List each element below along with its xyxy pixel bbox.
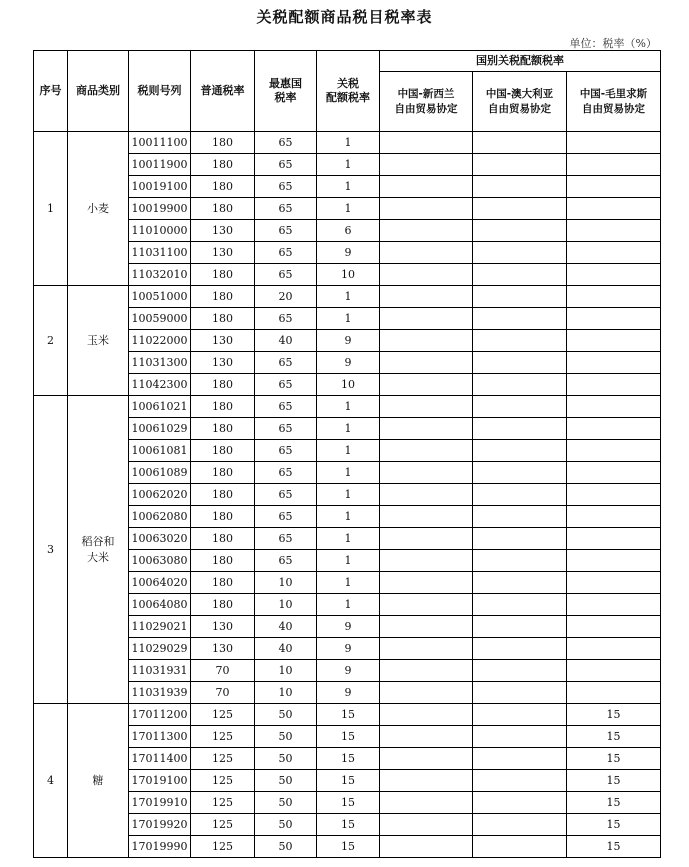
quota-rate-cell: 9: [317, 660, 380, 682]
quota-rate-cell: 1: [317, 572, 380, 594]
au-rate-cell: [473, 330, 567, 352]
table-row: [34, 770, 661, 792]
code-cell: 10011900: [129, 154, 191, 176]
general-rate-cell: 180: [191, 132, 255, 154]
mfn-rate-cell: 65: [255, 528, 317, 550]
general-rate-cell: 125: [191, 836, 255, 858]
page-title: 关税配额商品税目税率表: [256, 8, 433, 26]
mu-rate-cell: [567, 638, 661, 660]
header-row-1: [34, 51, 661, 72]
au-rate-cell: [473, 154, 567, 176]
table-row: [34, 330, 661, 352]
table-row: [34, 638, 661, 660]
nz-rate-cell: [380, 242, 473, 264]
mfn-rate-cell: 10: [255, 572, 317, 594]
code-cell: 10061081: [129, 440, 191, 462]
seq-cell: 4: [34, 704, 68, 858]
mu-rate-cell: [567, 352, 661, 374]
header-china-mauritius: [567, 72, 661, 132]
header-au-line2: 自由贸易协定: [488, 102, 551, 115]
mfn-rate-cell: 65: [255, 242, 317, 264]
code-cell: 17019100: [129, 770, 191, 792]
mu-rate-cell: [567, 660, 661, 682]
quota-rate-cell: 1: [317, 396, 380, 418]
general-rate-cell: 180: [191, 550, 255, 572]
au-rate-cell: [473, 374, 567, 396]
mu-rate-cell: [567, 396, 661, 418]
general-rate-cell: 180: [191, 374, 255, 396]
mfn-rate-cell: 65: [255, 484, 317, 506]
nz-rate-cell: [380, 198, 473, 220]
nz-rate-cell: [380, 330, 473, 352]
code-cell: 11031300: [129, 352, 191, 374]
general-rate-cell: 130: [191, 220, 255, 242]
au-rate-cell: [473, 616, 567, 638]
mfn-rate-cell: 65: [255, 418, 317, 440]
au-rate-cell: [473, 198, 567, 220]
quota-rate-cell: 15: [317, 704, 380, 726]
nz-rate-cell: [380, 374, 473, 396]
mfn-rate-cell: 65: [255, 176, 317, 198]
nz-rate-cell: [380, 704, 473, 726]
general-rate-cell: 70: [191, 660, 255, 682]
quota-rate-cell: 1: [317, 484, 380, 506]
general-rate-cell: 125: [191, 704, 255, 726]
table-body: [34, 51, 661, 858]
nz-rate-cell: [380, 748, 473, 770]
mu-rate-cell: [567, 242, 661, 264]
quota-rate-cell: 9: [317, 616, 380, 638]
table-row: [34, 440, 661, 462]
mfn-rate-cell: 50: [255, 770, 317, 792]
au-rate-cell: [473, 396, 567, 418]
code-cell: 11022000: [129, 330, 191, 352]
au-rate-cell: [473, 352, 567, 374]
code-cell: 17019910: [129, 792, 191, 814]
mfn-rate-cell: 65: [255, 550, 317, 572]
mfn-rate-cell: 40: [255, 616, 317, 638]
mu-rate-cell: [567, 154, 661, 176]
table-row: [34, 748, 661, 770]
header-mfn-line2: 税率: [274, 91, 297, 104]
nz-rate-cell: [380, 308, 473, 330]
header-mfn-line1: 最惠国: [269, 77, 302, 90]
nz-rate-cell: [380, 506, 473, 528]
au-rate-cell: [473, 638, 567, 660]
quota-rate-cell: 15: [317, 792, 380, 814]
code-cell: 17011300: [129, 726, 191, 748]
au-rate-cell: [473, 242, 567, 264]
mfn-rate-cell: 65: [255, 374, 317, 396]
quota-rate-cell: 1: [317, 550, 380, 572]
general-rate-cell: 180: [191, 308, 255, 330]
code-cell: 10061029: [129, 418, 191, 440]
header-mu-line2: 自由贸易协定: [582, 102, 645, 115]
quota-rate-cell: 9: [317, 638, 380, 660]
au-rate-cell: [473, 726, 567, 748]
au-rate-cell: [473, 814, 567, 836]
general-rate-cell: 180: [191, 572, 255, 594]
category-cell: 小麦: [68, 132, 129, 286]
table-row: [34, 308, 661, 330]
mu-rate-cell: [567, 682, 661, 704]
au-rate-cell: [473, 528, 567, 550]
mfn-rate-cell: 40: [255, 330, 317, 352]
quota-rate-cell: 10: [317, 264, 380, 286]
mfn-rate-cell: 10: [255, 682, 317, 704]
au-rate-cell: [473, 418, 567, 440]
header-quota-line2: 配额税率: [326, 91, 370, 104]
nz-rate-cell: [380, 396, 473, 418]
au-rate-cell: [473, 792, 567, 814]
code-cell: 11031100: [129, 242, 191, 264]
mfn-rate-cell: 50: [255, 704, 317, 726]
general-rate-cell: 130: [191, 638, 255, 660]
code-cell: 10011100: [129, 132, 191, 154]
quota-rate-cell: 1: [317, 594, 380, 616]
quota-rate-cell: 1: [317, 528, 380, 550]
table-row: [34, 814, 661, 836]
au-rate-cell: [473, 484, 567, 506]
table-row: [34, 528, 661, 550]
au-rate-cell: [473, 176, 567, 198]
au-rate-cell: [473, 506, 567, 528]
table-row: [34, 616, 661, 638]
mu-rate-cell: [567, 484, 661, 506]
nz-rate-cell: [380, 154, 473, 176]
mu-rate-cell: [567, 462, 661, 484]
mfn-rate-cell: 65: [255, 308, 317, 330]
au-rate-cell: [473, 264, 567, 286]
mu-rate-cell: 15: [567, 704, 661, 726]
nz-rate-cell: [380, 682, 473, 704]
quota-rate-cell: 15: [317, 836, 380, 858]
header-quota-rate: [317, 51, 380, 132]
code-cell: 11031931: [129, 660, 191, 682]
nz-rate-cell: [380, 660, 473, 682]
mu-rate-cell: [567, 616, 661, 638]
general-rate-cell: 125: [191, 748, 255, 770]
general-rate-cell: 180: [191, 484, 255, 506]
table-row: [34, 220, 661, 242]
table-row: [34, 352, 661, 374]
header-mfn-rate: [255, 51, 317, 132]
quota-rate-cell: 9: [317, 682, 380, 704]
general-rate-cell: 130: [191, 616, 255, 638]
table-row: [34, 660, 661, 682]
mu-rate-cell: [567, 440, 661, 462]
code-cell: 11029021: [129, 616, 191, 638]
table-row: [34, 286, 661, 308]
header-country-group: 国别关税配额税率: [380, 51, 661, 72]
nz-rate-cell: [380, 528, 473, 550]
general-rate-cell: 180: [191, 594, 255, 616]
mfn-rate-cell: 40: [255, 638, 317, 660]
category-cell: 糖: [68, 704, 129, 858]
au-rate-cell: [473, 770, 567, 792]
category-cell: 玉米: [68, 286, 129, 396]
header-quota-line1: 关税: [337, 77, 359, 90]
mu-rate-cell: 15: [567, 814, 661, 836]
seq-cell: 2: [34, 286, 68, 396]
quota-rate-cell: 1: [317, 198, 380, 220]
code-cell: 11031939: [129, 682, 191, 704]
mfn-rate-cell: 65: [255, 352, 317, 374]
mu-rate-cell: 15: [567, 836, 661, 858]
au-rate-cell: [473, 704, 567, 726]
mfn-rate-cell: 65: [255, 154, 317, 176]
au-rate-cell: [473, 550, 567, 572]
mu-rate-cell: [567, 550, 661, 572]
mfn-rate-cell: 65: [255, 264, 317, 286]
table-row: [34, 704, 661, 726]
quota-rate-cell: 15: [317, 726, 380, 748]
mu-rate-cell: [567, 528, 661, 550]
quota-rate-cell: 15: [317, 814, 380, 836]
mfn-rate-cell: 65: [255, 462, 317, 484]
quota-rate-cell: 15: [317, 770, 380, 792]
mu-rate-cell: [567, 374, 661, 396]
code-cell: 11029029: [129, 638, 191, 660]
general-rate-cell: 180: [191, 528, 255, 550]
table-row: [34, 506, 661, 528]
code-cell: 17019990: [129, 836, 191, 858]
nz-rate-cell: [380, 132, 473, 154]
code-cell: 11032010: [129, 264, 191, 286]
mu-rate-cell: [567, 418, 661, 440]
seq-cell: 3: [34, 396, 68, 704]
mfn-rate-cell: 10: [255, 660, 317, 682]
header-category: 商品类别: [68, 51, 129, 132]
mfn-rate-cell: 65: [255, 396, 317, 418]
general-rate-cell: 180: [191, 176, 255, 198]
table-row: [34, 264, 661, 286]
general-rate-cell: 130: [191, 242, 255, 264]
mfn-rate-cell: 20: [255, 286, 317, 308]
mfn-rate-cell: 50: [255, 792, 317, 814]
tariff-table: [33, 50, 661, 858]
category-line: 稻谷和: [81, 534, 115, 548]
table-row: [34, 418, 661, 440]
table-row: [34, 374, 661, 396]
nz-rate-cell: [380, 286, 473, 308]
table-row: [34, 132, 661, 154]
mfn-rate-cell: 65: [255, 198, 317, 220]
category-cell: [68, 396, 129, 704]
mu-rate-cell: 15: [567, 792, 661, 814]
table-row: [34, 572, 661, 594]
mu-rate-cell: 15: [567, 726, 661, 748]
table-row: [34, 792, 661, 814]
code-cell: 10064080: [129, 594, 191, 616]
code-cell: 10062020: [129, 484, 191, 506]
nz-rate-cell: [380, 176, 473, 198]
table-row: [34, 154, 661, 176]
nz-rate-cell: [380, 550, 473, 572]
nz-rate-cell: [380, 638, 473, 660]
au-rate-cell: [473, 572, 567, 594]
table-row: [34, 836, 661, 858]
mu-rate-cell: [567, 572, 661, 594]
nz-rate-cell: [380, 264, 473, 286]
nz-rate-cell: [380, 572, 473, 594]
nz-rate-cell: [380, 770, 473, 792]
category-line: 大米: [87, 550, 109, 564]
code-cell: 10062080: [129, 506, 191, 528]
code-cell: 11042300: [129, 374, 191, 396]
quota-rate-cell: 1: [317, 506, 380, 528]
header-general-rate: 普通税率: [191, 51, 255, 132]
general-rate-cell: 130: [191, 330, 255, 352]
mfn-rate-cell: 65: [255, 440, 317, 462]
table-row: [34, 198, 661, 220]
nz-rate-cell: [380, 484, 473, 506]
quota-rate-cell: 1: [317, 308, 380, 330]
mu-rate-cell: 15: [567, 748, 661, 770]
mfn-rate-cell: 65: [255, 220, 317, 242]
nz-rate-cell: [380, 462, 473, 484]
quota-rate-cell: 9: [317, 352, 380, 374]
general-rate-cell: 125: [191, 770, 255, 792]
au-rate-cell: [473, 682, 567, 704]
mfn-rate-cell: 50: [255, 814, 317, 836]
general-rate-cell: 180: [191, 440, 255, 462]
nz-rate-cell: [380, 792, 473, 814]
general-rate-cell: 180: [191, 462, 255, 484]
code-cell: 17019920: [129, 814, 191, 836]
table-row: [34, 484, 661, 506]
general-rate-cell: 130: [191, 352, 255, 374]
mu-rate-cell: [567, 308, 661, 330]
code-cell: 10061089: [129, 462, 191, 484]
mu-rate-cell: [567, 176, 661, 198]
mu-rate-cell: [567, 198, 661, 220]
code-cell: 10019900: [129, 198, 191, 220]
mu-rate-cell: [567, 506, 661, 528]
mfn-rate-cell: 10: [255, 594, 317, 616]
code-cell: 10019100: [129, 176, 191, 198]
code-cell: 17011400: [129, 748, 191, 770]
nz-rate-cell: [380, 616, 473, 638]
nz-rate-cell: [380, 418, 473, 440]
table-row: [34, 550, 661, 572]
quota-rate-cell: 1: [317, 286, 380, 308]
general-rate-cell: 180: [191, 396, 255, 418]
table-row: [34, 176, 661, 198]
au-rate-cell: [473, 660, 567, 682]
mu-rate-cell: [567, 330, 661, 352]
general-rate-cell: 70: [191, 682, 255, 704]
au-rate-cell: [473, 836, 567, 858]
header-mu-line1: 中国-毛里求斯: [579, 87, 648, 100]
code-cell: 10064020: [129, 572, 191, 594]
table-row: [34, 682, 661, 704]
mu-rate-cell: [567, 264, 661, 286]
header-au-line1: 中国-澳大利亚: [485, 87, 554, 100]
mu-rate-cell: [567, 220, 661, 242]
header-china-new-zealand: [380, 72, 473, 132]
nz-rate-cell: [380, 726, 473, 748]
nz-rate-cell: [380, 836, 473, 858]
mu-rate-cell: [567, 132, 661, 154]
table-row: [34, 726, 661, 748]
mfn-rate-cell: 50: [255, 726, 317, 748]
quota-rate-cell: 10: [317, 374, 380, 396]
general-rate-cell: 180: [191, 506, 255, 528]
quota-rate-cell: 1: [317, 418, 380, 440]
general-rate-cell: 180: [191, 264, 255, 286]
quota-rate-cell: 9: [317, 242, 380, 264]
header-nz-line2: 自由贸易协定: [394, 102, 458, 115]
mfn-rate-cell: 65: [255, 506, 317, 528]
header-china-australia: [473, 72, 567, 132]
code-cell: 10063080: [129, 550, 191, 572]
au-rate-cell: [473, 308, 567, 330]
quota-rate-cell: 15: [317, 748, 380, 770]
quota-rate-cell: 1: [317, 440, 380, 462]
header-seq: 序号: [34, 51, 68, 132]
mfn-rate-cell: 50: [255, 836, 317, 858]
au-rate-cell: [473, 220, 567, 242]
mfn-rate-cell: 65: [255, 132, 317, 154]
nz-rate-cell: [380, 594, 473, 616]
table-row: [34, 462, 661, 484]
nz-rate-cell: [380, 440, 473, 462]
quota-rate-cell: 1: [317, 154, 380, 176]
seq-cell: 1: [34, 132, 68, 286]
code-cell: 10063020: [129, 528, 191, 550]
nz-rate-cell: [380, 352, 473, 374]
header-code: 税则号列: [129, 51, 191, 132]
code-cell: 17011200: [129, 704, 191, 726]
nz-rate-cell: [380, 220, 473, 242]
mfn-rate-cell: 50: [255, 748, 317, 770]
general-rate-cell: 125: [191, 814, 255, 836]
quota-rate-cell: 1: [317, 176, 380, 198]
au-rate-cell: [473, 594, 567, 616]
general-rate-cell: 180: [191, 154, 255, 176]
nz-rate-cell: [380, 814, 473, 836]
au-rate-cell: [473, 748, 567, 770]
mu-rate-cell: 15: [567, 770, 661, 792]
general-rate-cell: 125: [191, 792, 255, 814]
quota-rate-cell: 1: [317, 132, 380, 154]
quota-rate-cell: 9: [317, 330, 380, 352]
code-cell: 10059000: [129, 308, 191, 330]
general-rate-cell: 125: [191, 726, 255, 748]
header-nz-line1: 中国-新西兰: [397, 87, 455, 100]
unit-note: 单位：税率（%）: [569, 37, 657, 50]
code-cell: 10051000: [129, 286, 191, 308]
table-row: [34, 242, 661, 264]
table-row: [34, 594, 661, 616]
au-rate-cell: [473, 132, 567, 154]
mu-rate-cell: [567, 286, 661, 308]
general-rate-cell: 180: [191, 286, 255, 308]
table-row: [34, 396, 661, 418]
au-rate-cell: [473, 286, 567, 308]
au-rate-cell: [473, 462, 567, 484]
general-rate-cell: 180: [191, 418, 255, 440]
general-rate-cell: 180: [191, 198, 255, 220]
au-rate-cell: [473, 440, 567, 462]
mu-rate-cell: [567, 594, 661, 616]
code-cell: 11010000: [129, 220, 191, 242]
quota-rate-cell: 6: [317, 220, 380, 242]
code-cell: 10061021: [129, 396, 191, 418]
quota-rate-cell: 1: [317, 462, 380, 484]
